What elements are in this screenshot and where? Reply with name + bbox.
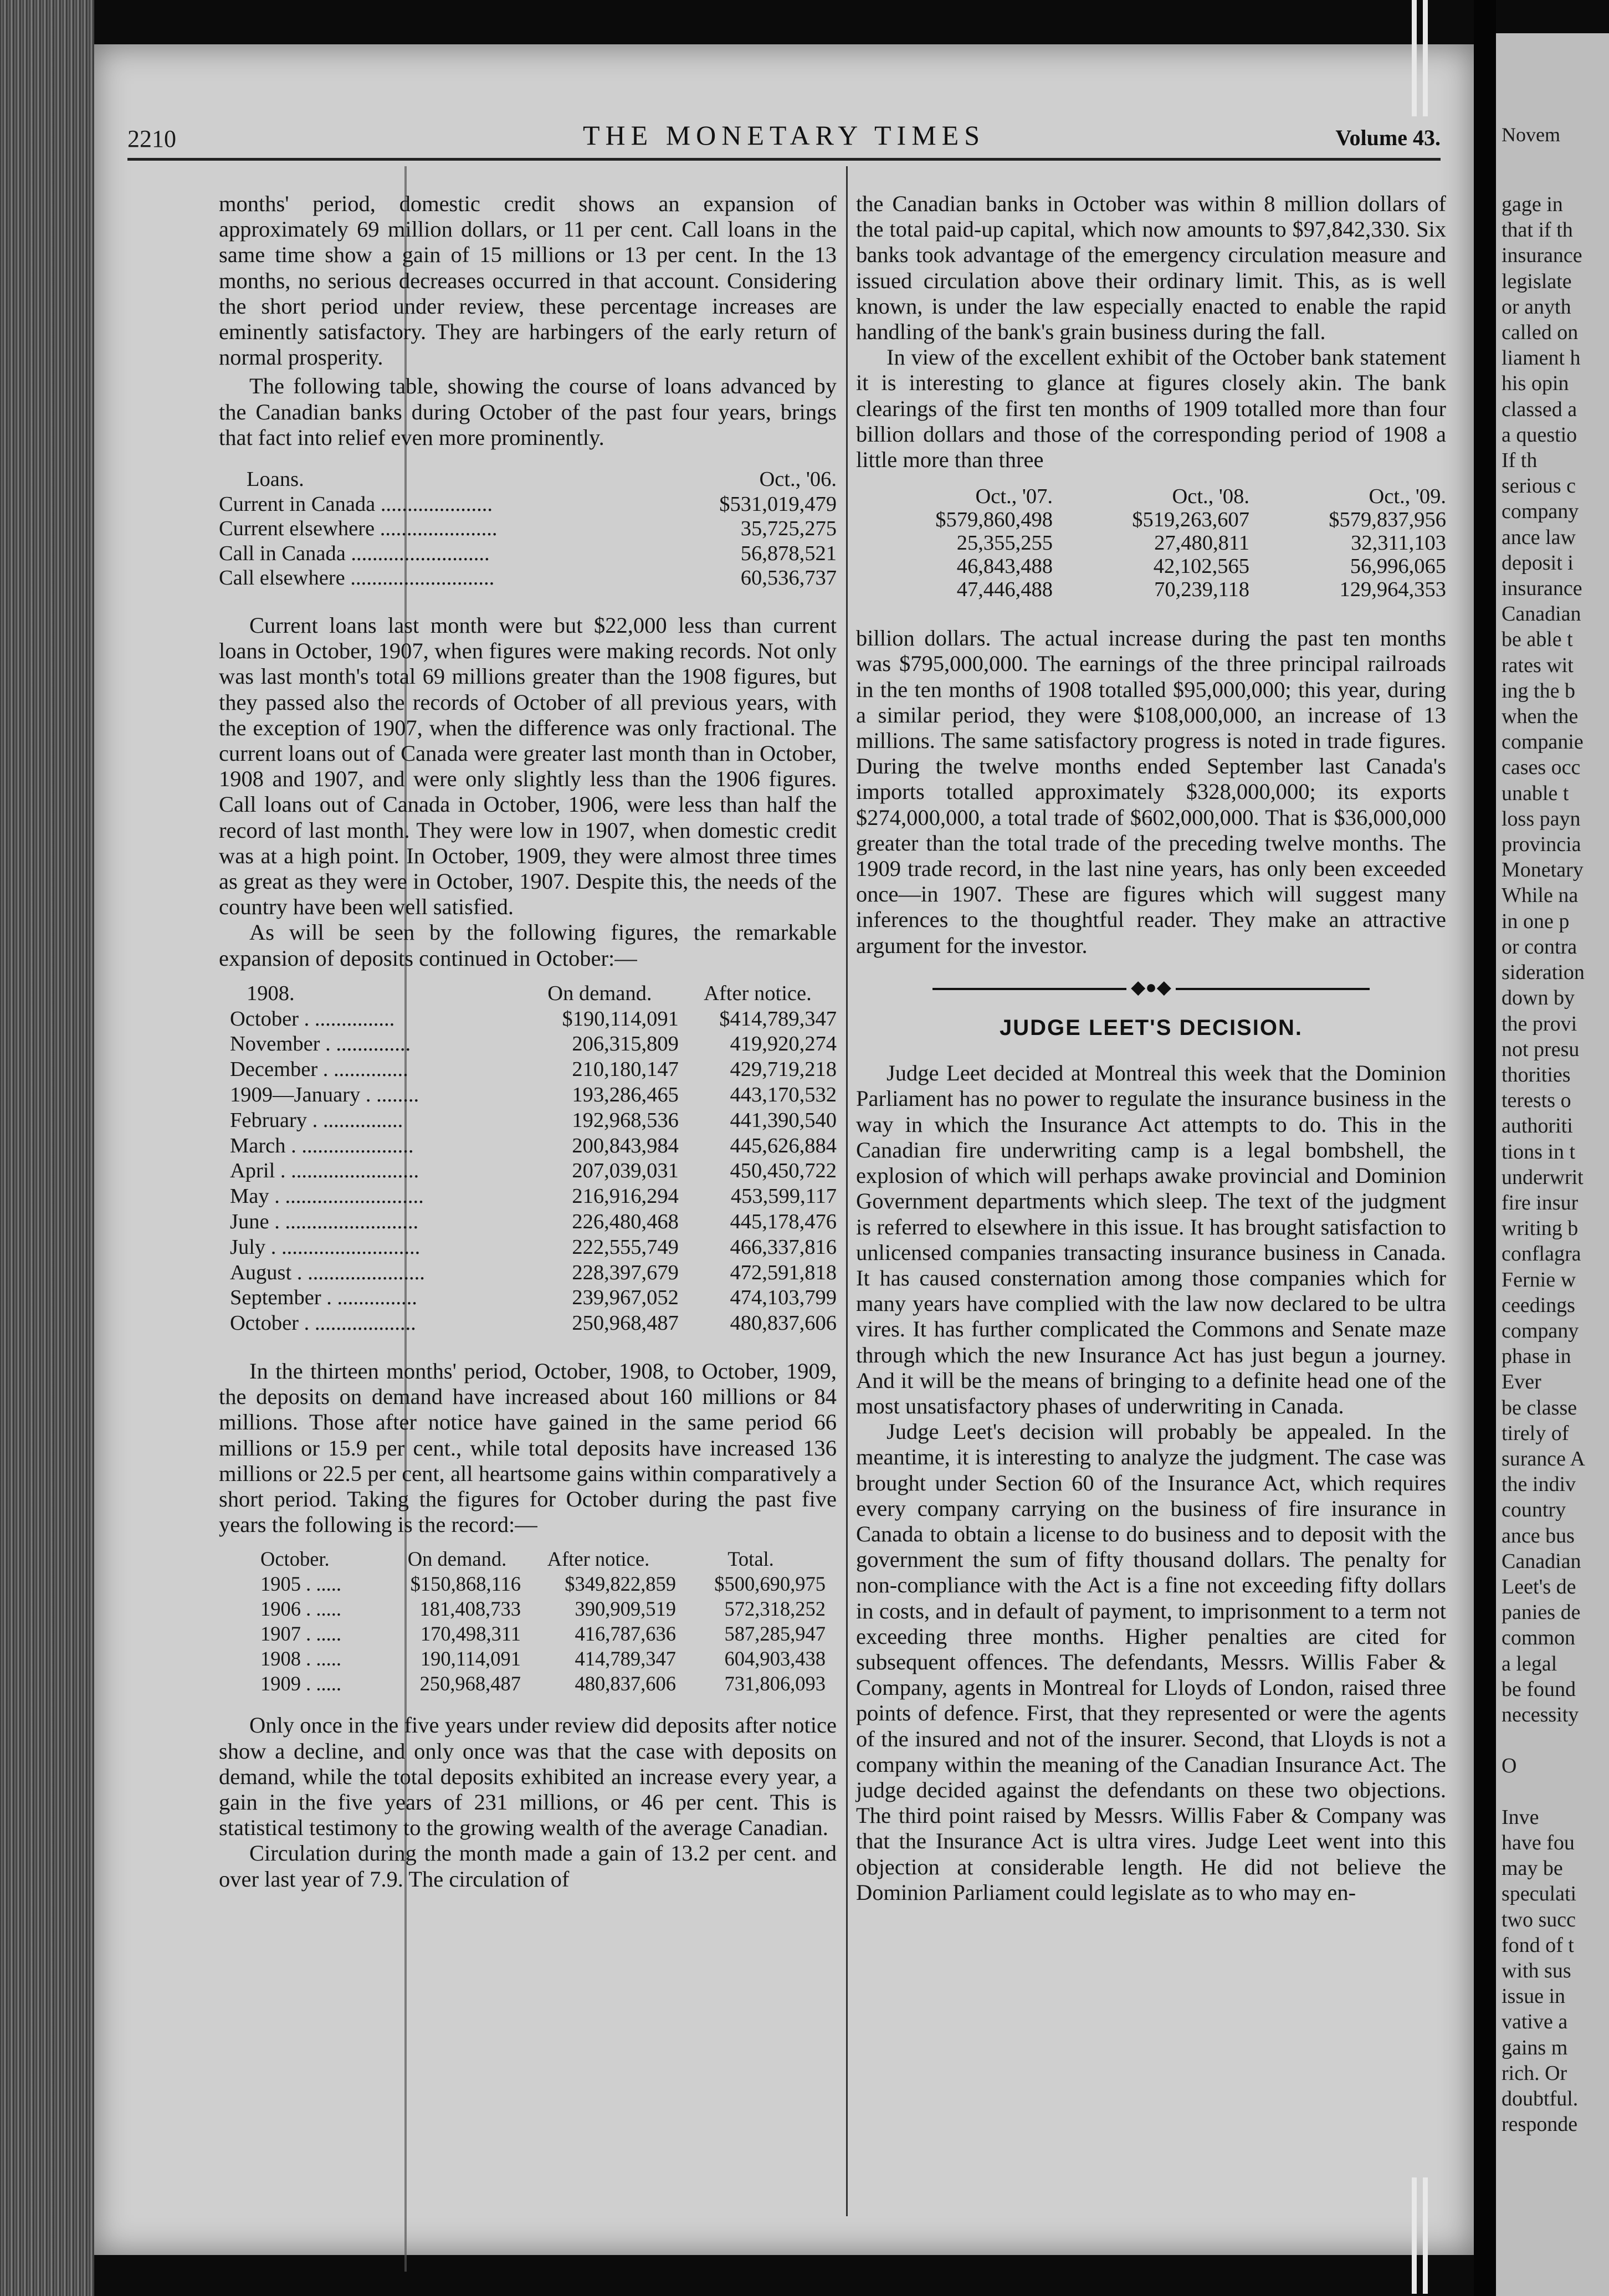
table-cell: February . ............... <box>230 1108 403 1132</box>
facing-page-edge <box>1496 33 1609 2296</box>
table-cell: 129,964,353 <box>1339 578 1446 602</box>
table-header: Oct., '07. <box>975 485 1053 509</box>
bank-october-table <box>856 485 1446 601</box>
table-row <box>856 578 1446 601</box>
facing-page-line: two succ <box>1502 1908 1576 1931</box>
paragraph: In view of the excellent exhibit of the October bank statement it is interesting to glance at figures closely akin. The bank clearings of the first ten months of 1909 totalled more than four billion dollars and those of the corresponding period of 1908 a little more than three <box>856 345 1446 473</box>
table-row <box>219 1285 837 1311</box>
facing-page-line: or contra <box>1502 935 1577 959</box>
table-cell: 210,180,147 <box>572 1058 679 1082</box>
table-row <box>219 1134 837 1159</box>
table-cell: $150,868,116 <box>410 1572 521 1596</box>
table-row <box>219 1671 826 1696</box>
facing-page-line: be classe <box>1502 1396 1577 1419</box>
table-row <box>219 1007 837 1032</box>
table-cell: Current in Canada ..................... <box>219 492 493 516</box>
facing-page-line: not presu <box>1502 1037 1580 1061</box>
facing-page-line: rich. Or <box>1502 2061 1567 2085</box>
table-cell: October . ................... <box>230 1311 416 1335</box>
facing-page-line: tirely of <box>1502 1421 1569 1445</box>
facing-page-line: Fernie w <box>1502 1268 1576 1292</box>
table-header: After notice. <box>704 981 812 1005</box>
table-cell: July . .......................... <box>230 1235 421 1259</box>
table-cell: September . ............... <box>230 1286 417 1310</box>
facing-page-line: a questio <box>1502 423 1577 447</box>
facing-page-line: gage in <box>1502 193 1563 216</box>
table-cell: 604,903,438 <box>724 1647 826 1670</box>
table-cell: 1909 . ..... <box>260 1672 341 1695</box>
facing-page-line: insurance <box>1502 244 1582 268</box>
facing-page-line: liament h <box>1502 346 1581 370</box>
table-row <box>219 1184 837 1210</box>
facing-page-line: tions in t <box>1502 1140 1576 1164</box>
table-cell: 170,498,311 <box>420 1622 521 1646</box>
table-header: October. <box>260 1547 330 1571</box>
table-cell: 222,555,749 <box>572 1235 679 1259</box>
facing-page-line: or anyth <box>1502 295 1571 319</box>
table-cell: April . ........................ <box>230 1159 419 1183</box>
facing-page-line: vative a <box>1502 2010 1568 2034</box>
table-cell: 206,315,809 <box>572 1032 679 1056</box>
table-cell: 47,446,488 <box>956 578 1053 602</box>
facing-page-line <box>1502 1779 1607 1805</box>
table-cell: 250,968,487 <box>419 1672 521 1695</box>
table-cell: 56,996,065 <box>1350 555 1446 578</box>
table-header: On demand. <box>407 1547 507 1571</box>
table-cell: 190,114,091 <box>420 1647 521 1670</box>
facing-page-line: when the <box>1502 705 1579 729</box>
table-cell: 27,480,811 <box>1154 531 1249 555</box>
table-cell: 216,916,294 <box>572 1185 679 1208</box>
table-cell: 587,285,947 <box>724 1622 826 1646</box>
table-cell: Call in Canada .......................... <box>219 541 490 565</box>
table-cell: 192,968,536 <box>572 1108 679 1132</box>
facing-page-line: Ever <box>1502 1370 1541 1394</box>
table-header: Loans. <box>247 468 304 491</box>
table-header: On demand. <box>547 981 652 1005</box>
table-header: Oct., '09. <box>1369 485 1446 509</box>
table-row <box>219 1159 837 1184</box>
column-rule <box>846 166 848 2216</box>
paragraph: Only once in the five years under review did deposits after notice show a decline, and only once was that the case with deposits on demand, while the total deposits exhibited an increase every year, a gain in the five years of 231 millions, or 46 per cent. This is statistical testimony to the growing wealth of the average Canadian. <box>219 1713 837 1841</box>
facing-page-line: rates wit <box>1502 653 1574 677</box>
facing-page-line: Inve <box>1502 1805 1539 1829</box>
facing-page-line: common <box>1502 1626 1575 1650</box>
facing-page-line: deposit i <box>1502 551 1574 575</box>
facing-page-line: with sus <box>1502 1959 1571 1983</box>
table-cell: $500,690,975 <box>714 1572 826 1596</box>
table-cell: $190,114,091 <box>562 1007 679 1031</box>
table-cell: 46,843,488 <box>956 555 1053 578</box>
section-ornament: ◆●◆ <box>856 975 1446 1001</box>
table-cell: August . ...................... <box>230 1260 425 1284</box>
table-cell: 207,039,031 <box>572 1159 679 1183</box>
page-header <box>127 119 1441 161</box>
table-cell: 572,318,252 <box>724 1597 826 1621</box>
facing-page-line: ance law <box>1502 525 1576 549</box>
facing-page-line: thorities <box>1502 1063 1571 1086</box>
table-row <box>219 492 837 517</box>
facing-page-line: company <box>1502 500 1579 524</box>
article-heading: JUDGE LEET'S DECISION. <box>1000 1016 1303 1041</box>
film-marker-bottom <box>1412 2177 1434 2294</box>
facing-page-line: Monetary <box>1502 858 1584 882</box>
paragraph: Current loans last month were but $22,000 less than current loans in October, 1907, when figures were making records. Not only was last month's total 69 millions greater than the 1908 figures, but they passed also the records of October of all previous years, with the exception of 1907, when the difference was only fractional. The current loans out of Canada were greater last month than in October, 1908 and 1907, and were only slightly less than the 1906 figures. Call loans out of Canada in October, 1906, were less than half the record of last month. They were low in 1907, when domestic credit was at a high point. In October, 1909, they were almost three times as great as they were in October, 1907. Despite this, the needs of the country have been well satisfied. <box>219 613 837 920</box>
table-row <box>219 1571 826 1596</box>
table-cell: 226,480,468 <box>572 1210 679 1234</box>
table-row <box>219 516 837 541</box>
table-cell: $531,019,479 <box>719 492 837 516</box>
facing-page-line: issue in <box>1502 1985 1566 2008</box>
table-cell: 239,967,052 <box>572 1286 679 1310</box>
table-cell: December . .............. <box>230 1058 408 1082</box>
facing-page-line: authoriti <box>1502 1114 1573 1138</box>
table-row <box>219 1057 837 1083</box>
table-cell: 441,390,540 <box>730 1108 837 1132</box>
table-cell: 453,599,117 <box>730 1185 837 1208</box>
table-cell: 181,408,733 <box>419 1597 521 1621</box>
facing-page-line: provincia <box>1502 833 1581 857</box>
table-cell: June . ......................... <box>230 1210 419 1234</box>
deposits-table <box>219 981 837 1336</box>
facing-page-text <box>1502 192 1607 2137</box>
table-cell: $579,860,498 <box>935 508 1053 532</box>
facing-page-line: fond of t <box>1502 1933 1574 1957</box>
paragraph: the Canadian banks in October was within 8 million dollars of the total paid-up capital, which now amounts to $97,842,330. Six banks took advantage of the emergency circulation measure and issued circulation above their ordinary limit. This, as is well known, is under the law especially enacted to enable the rapid handling of the bank's grain business during the fall. <box>856 191 1446 345</box>
facing-page-line: in one p <box>1502 909 1570 933</box>
table-cell: 445,178,476 <box>730 1210 837 1234</box>
facing-page-line: his opin <box>1502 372 1569 396</box>
table-cell: 70,239,118 <box>1154 578 1249 602</box>
facing-page-line: writing b <box>1502 1217 1579 1241</box>
table-row <box>219 1108 837 1134</box>
table-cell: 466,337,816 <box>730 1235 837 1259</box>
facing-page-line: down by <box>1502 986 1575 1010</box>
table-cell: 390,909,519 <box>575 1597 676 1621</box>
table-cell: 35,725,275 <box>740 517 837 541</box>
table-cell: 414,789,347 <box>575 1647 676 1670</box>
table-cell: 472,591,818 <box>730 1260 837 1284</box>
facing-page-line: legislate <box>1502 269 1572 293</box>
table-cell: 200,843,984 <box>572 1134 679 1157</box>
table-cell: 32,311,103 <box>1351 531 1446 555</box>
facing-page-line: be able t <box>1502 628 1573 652</box>
table-cell: $519,263,607 <box>1132 508 1249 532</box>
table-cell: 416,787,636 <box>575 1622 676 1646</box>
table-cell: 1908 . ..... <box>260 1647 341 1670</box>
table-cell: 429,719,218 <box>730 1058 837 1082</box>
table-cell: 1909—January . ........ <box>230 1083 419 1107</box>
facing-page-line: terests o <box>1502 1089 1571 1113</box>
facing-page-line: have fou <box>1502 1831 1575 1854</box>
table-cell: $349,822,859 <box>565 1572 676 1596</box>
table-cell: October . ............... <box>230 1007 395 1031</box>
facing-page-line: necessity <box>1502 1703 1579 1726</box>
facing-page-line: conflagra <box>1502 1242 1581 1266</box>
facing-page-line: If th <box>1502 449 1538 473</box>
page-number: 2210 <box>127 125 176 152</box>
table-row <box>219 1235 837 1260</box>
facing-page-line: doubtful. <box>1502 2087 1579 2111</box>
table-cell: 25,355,255 <box>956 531 1053 555</box>
table-cell: 474,103,799 <box>730 1286 837 1310</box>
table-cell: 445,626,884 <box>730 1134 837 1157</box>
facing-page-line: insurance <box>1502 577 1582 601</box>
table-row <box>856 531 1446 555</box>
paragraph: months' period, domestic credit shows an expansion of approximately 69 million dollars, or 11 per cent. Call loans in the same time show a gain of 15 millions or 13 per cent. In the 13 months, no serious decreases occurred in that account. Considering the short period under review, these percentage increases are eminently satisfactory. They are harbingers of the early return of normal prosperity. <box>219 191 837 370</box>
table-header: Oct., '06. <box>759 468 837 491</box>
facing-page-line: Canadian <box>1502 1549 1581 1573</box>
facing-page-line: a legal <box>1502 1652 1557 1675</box>
table-row <box>219 1311 837 1336</box>
facing-page-line: panies de <box>1502 1601 1581 1624</box>
facing-page-line: While na <box>1502 884 1579 908</box>
facing-page-line: may be <box>1502 1857 1563 1880</box>
table-cell: 1905 . ..... <box>260 1572 341 1596</box>
facing-page-line: responde <box>1502 2113 1578 2136</box>
facing-page-line: company <box>1502 1319 1579 1342</box>
table-cell: 1906 . ..... <box>260 1597 341 1621</box>
table-header: After notice. <box>547 1547 650 1571</box>
table-header: Total. <box>727 1547 774 1571</box>
table-cell: 450,450,722 <box>730 1159 837 1183</box>
table-cell: March . ..................... <box>230 1134 414 1157</box>
facing-page-line: loss payn <box>1502 807 1581 831</box>
paragraph: Judge Leet's decision will probably be appealed. In the meantime, it is interesting to analyze the judgment. The case was brought under Section 60 of the Insurance Act, which requires every company carrying on the business of fire insurance in Canada to obtain a license to do business and to deposit with the government the sum of fifty thousand dollars. The penalty for non-compliance with the Act is a fine not exceeding fifty dollars in costs, and in default of payment, to imprisonment to a term not exceeding three months. Higher penalties are cited for subsequent offences. The defendants, Messrs. Willis Faber & Company, agents in Montreal for Lloyds of London, raised three points of defence. First, that they represented or were the agents of the insured and not of the insurer. Second, that Lloyds is not a company within the meaning of the Canadian Insurance Act. The judge decided against the defendants on these two objections. The third point raised by Messrs. Willis Faber & Company was that the Insurance Act is ultra vires. Judge Leet went into this objection at considerable length. He did not believe the Dominion Parliament could legislate as to who may en- <box>856 1419 1446 1905</box>
table-row <box>219 566 837 591</box>
masthead-title: THE MONETARY TIMES <box>583 120 985 151</box>
table-cell: 56,878,521 <box>740 541 837 565</box>
facing-page-line: country <box>1502 1498 1566 1522</box>
facing-page-line: classed a <box>1502 397 1577 421</box>
table-row <box>219 1260 837 1286</box>
table-cell: 443,170,532 <box>730 1083 837 1107</box>
table-row <box>856 508 1446 531</box>
table-row <box>219 541 837 566</box>
facing-page-line: Canadian <box>1502 602 1581 626</box>
book-gutter <box>1474 0 1496 2296</box>
table-cell: Call elsewhere ........................... <box>219 566 495 590</box>
table-cell: 1907 . ..... <box>260 1622 341 1646</box>
table-cell: $414,789,347 <box>719 1007 837 1031</box>
table-cell: 193,286,465 <box>572 1083 679 1107</box>
facing-page-line: sideration <box>1502 961 1585 985</box>
table-header: Oct., '08. <box>1172 485 1249 509</box>
right-column <box>856 191 1446 1905</box>
table-row <box>219 1032 837 1057</box>
table-cell: 731,806,093 <box>724 1672 826 1695</box>
five-year-record-table <box>219 1546 826 1696</box>
table-row <box>219 1596 826 1621</box>
facing-page-line: ing the b <box>1502 679 1575 703</box>
facing-page-line: speculati <box>1502 1882 1577 1906</box>
table-cell: 419,920,274 <box>730 1032 837 1056</box>
table-row <box>219 1210 837 1235</box>
facing-page-line: called on <box>1502 321 1579 345</box>
paragraph: Judge Leet decided at Montreal this week that the Dominion Parliament has no power to regulate the insurance business in the way in which the Insurance Act attempts to do. This in the Canadian fire underwriting camp is a legal bombshell, the explosion of which will perhaps awake provincial and Dominion Government departments which sleep. The text of the judgment is referred to elsewhere in this issue. It has brought satisfaction to unlicensed companies transacting insurance business in Canada. It has caused consternation among those companies which for many years have complied with the law now declared to be ultra vires. It has further complicated the Commons and Senate maze through which the new Insurance Act has just begun a journey. And it will be the means of bringing to a definite head one of the most unsatisfactory phases of underwriting in Canada. <box>856 1060 1446 1418</box>
volume-label: Volume 43. <box>1335 125 1441 150</box>
table-cell: 250,968,487 <box>572 1311 679 1335</box>
facing-page-line: serious c <box>1502 474 1576 498</box>
loans-table <box>219 467 837 591</box>
table-cell: 228,397,679 <box>572 1260 679 1284</box>
facing-page-line: O <box>1502 1754 1517 1778</box>
facing-page-line: Leet's de <box>1502 1575 1576 1598</box>
facing-page-line: phase in <box>1502 1345 1571 1369</box>
table-row <box>219 1646 826 1671</box>
table-cell: 480,837,606 <box>575 1672 676 1695</box>
film-marker-top <box>1412 0 1434 116</box>
table-cell: 42,102,565 <box>1153 555 1249 578</box>
table-header: 1908. <box>247 981 295 1005</box>
facing-page-line: fire insur <box>1502 1191 1579 1214</box>
facing-page-line <box>1502 1728 1607 1753</box>
facing-page-line: that if th <box>1502 218 1573 242</box>
facing-page-line: be found <box>1502 1677 1576 1701</box>
paragraph: As will be seen by the following figures, the remarkable expansion of deposits continued in October:— <box>219 920 837 971</box>
paragraph: Circulation during the month made a gain of 13.2 per cent. and over last year of 7.9. The circulation of <box>219 1841 837 1892</box>
paragraph: In the thirteen months' period, October, 1908, to October, 1909, the deposits on demand have increased about 160 millions or 84 millions. Those after notice have gained in the same period 66 millions or 15.9 per cent., while total deposits have increased 136 millions or 22.5 per cent, all heartsome gains within comparatively a short period. Taking the figures for October during the past five years the following is the record:— <box>219 1359 837 1538</box>
facing-page-line: underwrit <box>1502 1165 1584 1189</box>
facing-page-line: ance bus <box>1502 1524 1575 1547</box>
facing-page-line: cases occ <box>1502 756 1581 780</box>
table-row <box>219 1621 826 1646</box>
table-row <box>856 555 1446 578</box>
table-cell: 60,536,737 <box>740 566 837 590</box>
table-cell: May . .......................... <box>230 1185 424 1208</box>
table-cell: $579,837,956 <box>1329 508 1446 532</box>
facing-page-line: unable t <box>1502 781 1569 805</box>
facing-page-line: surance A <box>1502 1447 1585 1470</box>
table-cell: November . .............. <box>230 1032 411 1056</box>
table-row <box>219 1083 837 1108</box>
facing-page-header: Novem <box>1502 124 1560 146</box>
paragraph: billion dollars. The actual increase during the past ten months was $795,000,000. The earnings of the three principal railroads in the ten months of 1908 totalled $95,000,000; this year, during a similar period, they were $108,000,000, an increase of 13 millions. The same satisfactory progress is noted in trade figures. During the twelve months ended September last Canada's imports totalled approximately $328,000,000; its exports $274,000,000, a total trade of $602,000,000. That is $36,000,000 greater than the total trade of the preceding twelve months. The 1909 trade record, in the last nine years, has only been exceeded once—in 1907. These are figures which will suggest many inferences to the thoughtful reader. They make an attractive argument for the investor. <box>856 626 1446 958</box>
facing-page-line: the provi <box>1502 1012 1577 1036</box>
facing-page-line: ceedings <box>1502 1293 1575 1317</box>
table-cell: Current elsewhere ...................... <box>219 517 498 541</box>
facing-page-line: companie <box>1502 730 1584 754</box>
left-column <box>219 191 837 1892</box>
facing-page-line: the indiv <box>1502 1473 1576 1496</box>
facing-page-line: gains m <box>1502 2036 1568 2059</box>
table-cell: 480,837,606 <box>730 1311 837 1335</box>
paragraph: The following table, showing the course of loans advanced by the Canadian banks during October of the past four years, brings that fact into relief even more prominently. <box>219 373 837 450</box>
book-binding-edge <box>0 0 94 2296</box>
